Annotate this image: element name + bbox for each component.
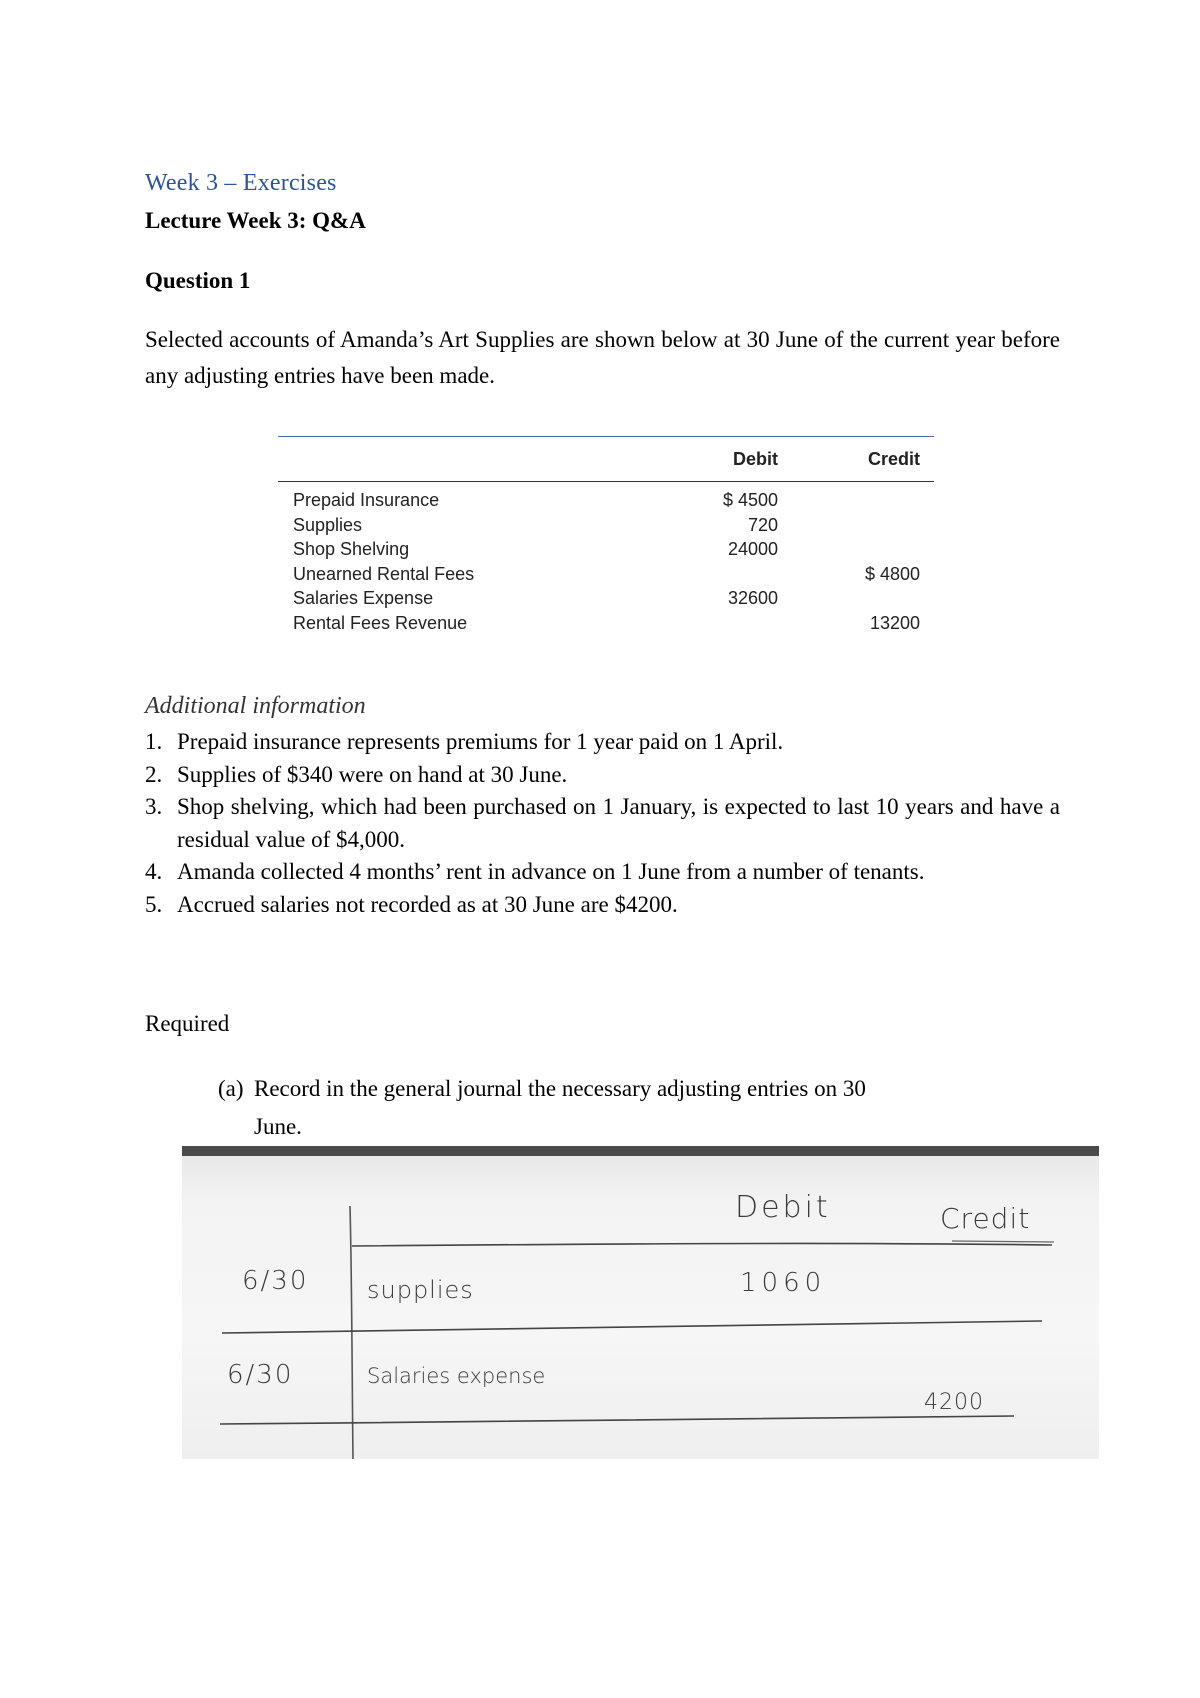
- part-a-instruction: [218, 1070, 1018, 1146]
- list-item: [145, 759, 1060, 792]
- item-text: Amanda collected 4 months’ rent in advance on 1 June from a number of tenants.: [177, 859, 925, 884]
- handwritten-date: 6/30: [242, 1266, 309, 1296]
- account-name: Prepaid Insurance: [293, 490, 440, 510]
- account-name: Rental Fees Revenue: [293, 612, 468, 633]
- list-item: [145, 889, 1060, 922]
- item-text: Supplies of $340 were on hand at 30 June.: [177, 761, 568, 787]
- table-body: [278, 482, 934, 635]
- account-name: Supplies: [293, 514, 363, 535]
- account-name: Unearned Rental Fees: [293, 563, 475, 584]
- question-intro: Selected accounts of Amanda’s Art Supplies are shown below at 30 June of the current year before any adjusting entries have been made.: [145, 327, 1060, 388]
- required-heading: Required: [145, 1011, 230, 1036]
- accounts-table: [278, 436, 934, 635]
- table-row: [278, 537, 934, 562]
- debit-value: 32600: [727, 588, 778, 608]
- table-header: [278, 437, 934, 482]
- debit-column-header: Debit: [733, 449, 778, 469]
- question-title: Question 1: [145, 268, 251, 293]
- handwritten-credit-header: Credit: [940, 1202, 1031, 1235]
- account-name: Salaries Expense: [293, 588, 434, 608]
- credit-value: $ 4800: [864, 563, 920, 584]
- table-row: [278, 611, 934, 636]
- part-a-text-line1: Record in the general journal the necessary adjusting entries on 30: [254, 1076, 866, 1101]
- item-text: Accrued salaries not recorded as at 30 June are $4200.: [177, 891, 678, 917]
- part-a-text-line2: June.: [254, 1114, 302, 1139]
- item-number: 5.: [145, 891, 163, 917]
- debit-value: $ 4500: [722, 490, 778, 510]
- handwritten-debit-header: Debit: [735, 1190, 831, 1225]
- week-heading: Week 3 – Exercises: [145, 170, 337, 196]
- list-item: [145, 726, 1060, 759]
- list-item: [145, 856, 1060, 889]
- table-row: [278, 586, 934, 611]
- debit-value: 24000: [727, 539, 778, 559]
- lecture-title: Lecture Week 3: Q&A: [145, 208, 366, 233]
- item-text: Prepaid insurance represents premiums for 1 year paid on 1 April.: [177, 729, 784, 754]
- additional-info-title: Additional information: [145, 693, 366, 719]
- debit-value: 720: [747, 514, 778, 535]
- part-a-label: (a): [218, 1076, 244, 1101]
- table-row: [278, 513, 934, 538]
- account-name: Shop Shelving: [293, 539, 410, 559]
- item-number: 1.: [145, 729, 163, 754]
- item-number: 4.: [145, 859, 163, 884]
- table-row: [278, 488, 934, 513]
- item-number: 3.: [145, 794, 163, 819]
- handwritten-account: Salaries expense: [367, 1364, 546, 1388]
- table-row: [278, 562, 934, 587]
- list-item: [145, 791, 1060, 856]
- credit-column-header: Credit: [867, 449, 920, 469]
- credit-value: 13200: [869, 612, 920, 633]
- additional-info-list: [145, 726, 1060, 921]
- handwritten-journal-photo: [182, 1146, 1099, 1459]
- item-number: 2.: [145, 761, 163, 787]
- handwritten-credit-amount: 4200: [924, 1390, 984, 1415]
- handwritten-account: supplies: [367, 1276, 474, 1304]
- handwritten-debit-amount: 1060: [740, 1268, 827, 1298]
- handwritten-date: 6/30: [227, 1360, 294, 1390]
- item-text: Shop shelving, which had been purchased on 1 January, is expected to last 10 years and have a residual value of $4,000.: [177, 794, 1060, 852]
